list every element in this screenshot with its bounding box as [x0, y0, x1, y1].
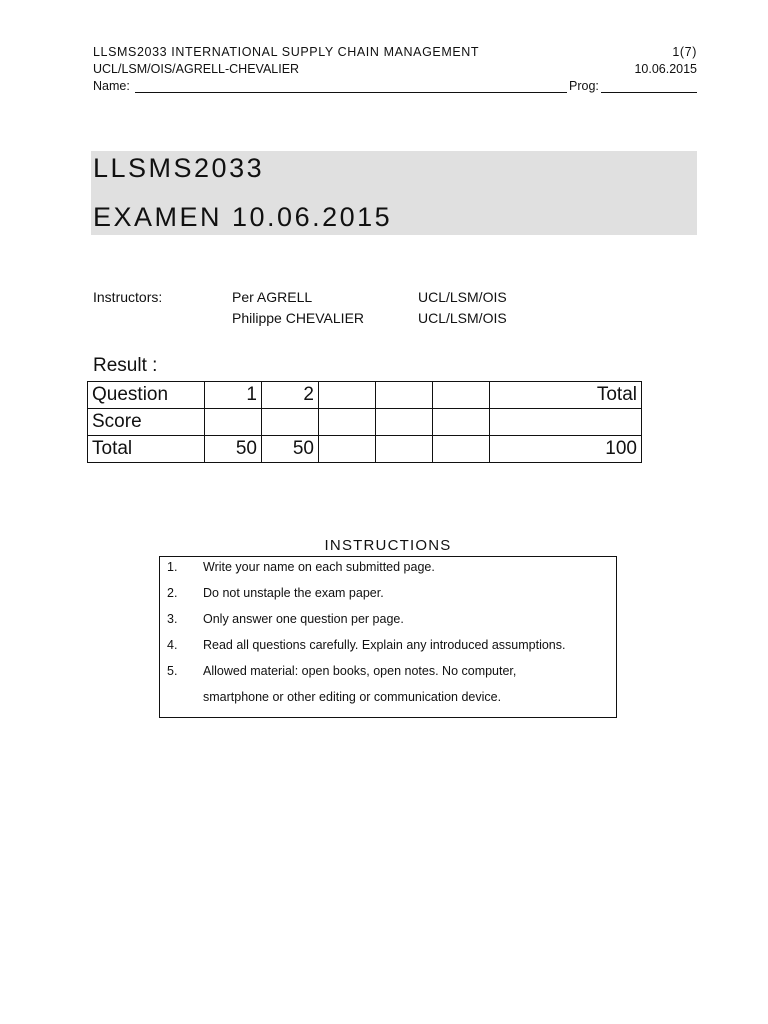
header-date: 10.06.2015 — [634, 62, 697, 76]
item-number: 4. — [167, 638, 178, 652]
table-row — [88, 409, 642, 436]
item-text: Only answer one question per page. — [203, 612, 404, 626]
cell-empty — [433, 409, 490, 436]
prog-field[interactable] — [601, 78, 697, 93]
cell-empty — [376, 409, 433, 436]
cell-empty — [319, 382, 376, 409]
item-number: 2. — [167, 586, 178, 600]
cell-empty — [319, 409, 376, 436]
row-label: Total — [88, 436, 205, 463]
item-number: 1. — [167, 560, 178, 574]
cell-q2: 2 — [262, 382, 319, 409]
name-field[interactable] — [135, 78, 567, 93]
course-title: LLSMS2033 INTERNATIONAL SUPPLY CHAIN MANAGEMENT — [93, 45, 480, 59]
name-label: Name: — [93, 79, 130, 93]
table-row — [88, 382, 642, 409]
item-text: Write your name on each submitted page. — [203, 560, 435, 574]
item-text: Do not unstaple the exam paper. — [203, 586, 384, 600]
cell-total: 100 — [490, 436, 642, 463]
result-label: Result : — [93, 355, 158, 376]
header-name-line — [93, 78, 697, 94]
cell-q2: 50 — [262, 436, 319, 463]
cell-empty — [433, 382, 490, 409]
item-text: smartphone or other editing or communication device. — [203, 690, 502, 704]
title-code: LLSMS2033 — [93, 153, 265, 183]
cell-empty — [376, 382, 433, 409]
cell-total: Total — [490, 382, 642, 409]
instructions-box — [159, 556, 617, 718]
item-text: Allowed material: open books, open notes. No computer, — [203, 664, 517, 678]
cell-q2[interactable] — [262, 409, 319, 436]
item-number: 5. — [167, 664, 178, 678]
instructor-affiliation: UCL/LSM/OIS — [418, 289, 507, 305]
item-number: 3. — [167, 612, 178, 626]
title-exam: EXAMEN 10.06.2015 — [93, 202, 393, 232]
instructor-name: Philippe CHEVALIER — [232, 310, 365, 326]
instructions-title: INSTRUCTIONS — [324, 537, 452, 554]
row-label: Question — [88, 382, 205, 409]
row-label: Score — [88, 409, 205, 436]
cell-q1: 50 — [205, 436, 262, 463]
prog-label: Prog: — [569, 79, 599, 93]
instructor-name: Per AGRELL — [232, 289, 313, 305]
result-table — [87, 381, 642, 463]
instructor-affiliation: UCL/LSM/OIS — [418, 310, 507, 326]
cell-q1: 1 — [205, 382, 262, 409]
header-course-line — [93, 44, 697, 60]
page-number: 1(7) — [672, 45, 697, 59]
header-dept-line — [93, 61, 697, 77]
cell-empty — [376, 436, 433, 463]
instructors-label: Instructors: — [93, 289, 163, 305]
table-row — [88, 436, 642, 463]
department: UCL/LSM/OIS/AGRELL-CHEVALIER — [93, 62, 300, 76]
cell-total[interactable] — [490, 409, 642, 436]
cell-empty — [433, 436, 490, 463]
item-text: Read all questions carefully. Explain any introduced assumptions. — [203, 638, 566, 652]
cell-q1[interactable] — [205, 409, 262, 436]
title-box — [91, 151, 697, 235]
cell-empty — [319, 436, 376, 463]
